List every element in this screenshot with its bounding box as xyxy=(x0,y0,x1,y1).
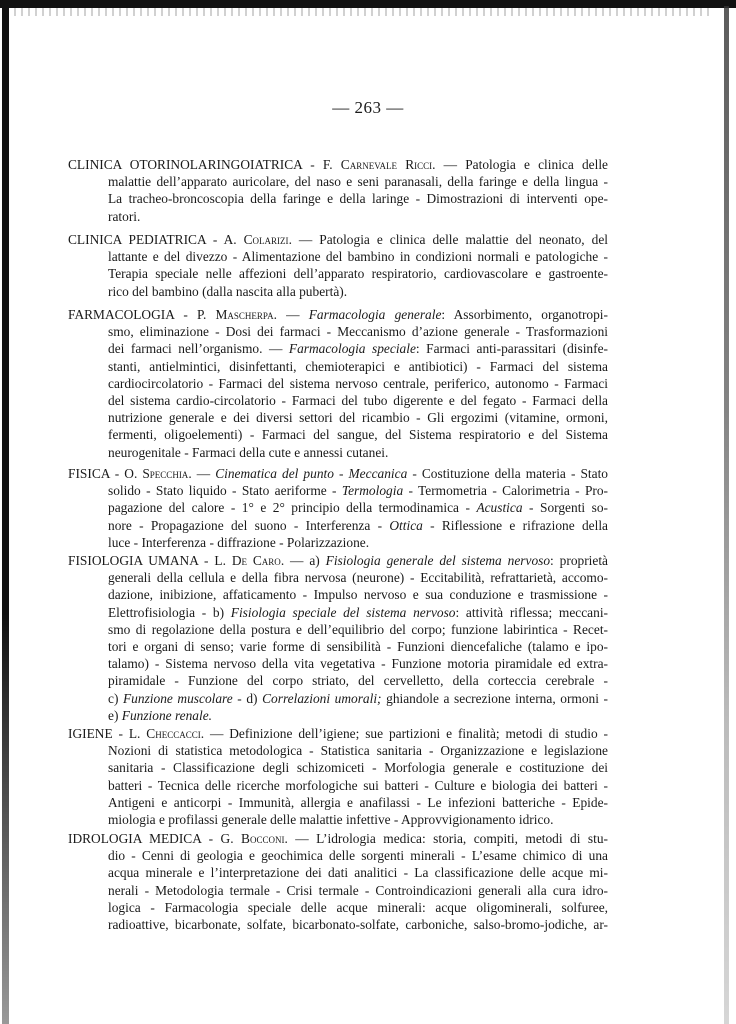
text-segment: stanti, antielmintici, disinfettanti, chemioterapici e antibiotici) - Farmaci del sistema xyxy=(108,358,608,374)
text-segment: c) xyxy=(108,690,123,706)
scan-border-top xyxy=(0,0,736,8)
text-segment: dio - Cenni di geologia e geochimica delle sorgenti minerali - L’esame chimico di una xyxy=(108,848,608,864)
text-segment: nerali - Metodologia termale - Crisi termale - Controindicazioni generali alla cura idro- xyxy=(108,882,608,898)
italic-subtopic: Termologia xyxy=(341,483,404,499)
text-segment: radioattive, bicarbonate, solfate, bicarbonato-solfate, carboniche, salso-bromo-jodiche, ar- xyxy=(108,916,608,932)
text-segment: . — a) xyxy=(280,553,326,568)
text-segment: nore - Propagazione del suono - Interferenza - xyxy=(108,517,390,533)
italic-subtopic: Funzione muscolare xyxy=(123,690,233,706)
entry-text-line xyxy=(108,265,608,282)
entry-text-line xyxy=(108,248,608,265)
text-segment: lattante e del divezzo - Alimentazione del bambino in condizioni normali e patologiche - xyxy=(108,249,608,265)
text-segment: Nozioni di statistica metodologica - Statistica sanitaria - Organizzazione e legislazione xyxy=(108,743,608,759)
text-segment: logica - Farmacologia speciale delle acque minerali: acque oligominerali, solfuree, xyxy=(108,899,608,915)
text-segment: ghiandole a secrezione interna, ormoni - xyxy=(381,690,608,706)
entry-text-line xyxy=(108,340,608,357)
entry-text-line xyxy=(108,864,608,881)
text-segment: IGIENE - L. xyxy=(68,726,147,741)
entry-idrologia-medica xyxy=(68,830,608,933)
text-segment: talamo) - Sistema nervoso della vita vegetativa - Funzione motoria piramidale ed extra- xyxy=(108,656,608,672)
entry-heading-line xyxy=(68,231,608,248)
italic-subtopic: Fisiologia speciale del sistema nervoso xyxy=(230,604,456,620)
text-segment: IDROLOGIA MEDICA - G. xyxy=(68,831,242,846)
author-name: Checcacci xyxy=(146,726,201,741)
text-segment: Terapia speciale nelle affezioni dell’apparato respiratorio, cardiovascolare e gastroente- xyxy=(108,266,608,282)
entry-text-line xyxy=(108,690,608,707)
text-segment: dazione, inibizione, affaticamento - Impulso nervoso e sua conduzione e trasmissione - xyxy=(108,587,608,603)
entry-text-line xyxy=(108,586,608,603)
text-segment: La tracheo-broncoscopia della faringe e della laringe - Dimostrazioni di interventi ope- xyxy=(108,191,608,207)
entry-text-line xyxy=(108,655,608,672)
scan-border-right xyxy=(724,6,729,1024)
text-segment: : Farmaci anti-parassitari (disinfe- xyxy=(415,341,608,357)
text-segment: CLINICA OTORINOLARINGOIATRICA - F. xyxy=(68,157,341,172)
text-segment: - d) xyxy=(232,690,263,706)
text-segment: e) xyxy=(108,707,122,723)
text-segment: FISIOLOGIA UMANA - L. xyxy=(68,553,232,568)
text-segment: luce - Interferenza - diffrazione - Polarizzazione. xyxy=(108,534,370,550)
page-number: — 263 — xyxy=(332,98,404,117)
text-segment: . — Patologia e clinica delle xyxy=(432,157,608,172)
italic-subtopic: Fisiologia generale del sistema nervoso xyxy=(325,553,551,568)
text-segment: dei farmaci nell’organismo. — xyxy=(108,341,289,357)
text-segment: FARMACOLOGIA - P. xyxy=(68,307,216,322)
author-name: Specchia xyxy=(142,466,189,481)
text-segment: Elettrofisiologia - b) xyxy=(108,604,231,620)
entry-text-line xyxy=(108,358,608,375)
entry-fisiologia-umana xyxy=(68,552,608,724)
entry-clinica-pediatrica xyxy=(68,231,608,300)
entry-farmacologia xyxy=(68,306,608,461)
italic-subtopic: Acustica xyxy=(476,500,523,516)
entry-text-line xyxy=(108,444,608,461)
entry-text-line xyxy=(108,882,608,899)
entry-text-line xyxy=(108,638,608,655)
entry-text-line xyxy=(108,173,608,190)
entry-text-line xyxy=(108,283,608,300)
text-segment: sanitaria - Classificazione degli schizomiceti - Morfologia generale e costituzione dei xyxy=(108,760,608,776)
entry-clinica-otorinolaringoiatrica xyxy=(68,156,608,225)
entry-text-line xyxy=(108,482,608,499)
text-segment: - Costituzione della materia - Stato xyxy=(407,466,608,481)
italic-subtopic: Funzione renale. xyxy=(121,707,213,723)
entry-text-line xyxy=(108,208,608,225)
author-name: Colarizi xyxy=(243,232,289,247)
text-segment: . — xyxy=(188,466,216,481)
italic-subtopic: Farmacologia generale xyxy=(308,307,442,322)
entry-text-line xyxy=(108,426,608,443)
entry-text-line xyxy=(108,672,608,689)
entry-heading-line xyxy=(68,465,608,482)
text-segment: FISICA - O. xyxy=(68,466,143,481)
text-segment: nutrizione generale e dei diversi settori del ricambio - Gli ergozimi (vitamine, ormoni, xyxy=(108,410,608,426)
text-segment: ratori. xyxy=(108,208,141,224)
italic-subtopic: Ottica xyxy=(389,517,423,533)
text-segment: rico del bambino (dalla nascita alla pubertà). xyxy=(108,283,348,299)
entry-text-line xyxy=(108,534,608,551)
text-segment: miologia e profilassi generale delle malattie infettive - Approvvigionamento idrico. xyxy=(108,811,554,827)
text-segment: - Termometria - Calorimetria - Pro- xyxy=(403,483,608,499)
entry-heading-line xyxy=(68,306,608,323)
author-name: De Caro xyxy=(231,553,281,568)
text-segment: acqua minerale e l’interpretazione dei dati analitici - La classificazione delle acque mi- xyxy=(108,865,608,881)
italic-subtopic: Cinematica del punto - Meccanica xyxy=(215,466,408,481)
entry-text-line xyxy=(108,409,608,426)
text-segment: : attività riflessa; meccani- xyxy=(455,604,608,620)
author-name: Bocconi xyxy=(241,831,285,846)
entry-text-line xyxy=(108,847,608,864)
italic-subtopic: Correlazioni umorali; xyxy=(262,690,382,706)
text-segment: neurogenitale - Farmaci della cute e annessi cutanei. xyxy=(108,444,389,460)
text-segment: . — Patologia e clinica delle malattie del neonato, del xyxy=(288,232,608,247)
text-segment: - Riflessione e rifrazione della xyxy=(422,517,608,533)
italic-subtopic: Farmacologia speciale xyxy=(288,341,416,357)
entry-text-line xyxy=(108,604,608,621)
text-segment: . — Definizione dell’igiene; sue partizioni e finalità; metodi di studio - xyxy=(200,726,608,741)
entry-text-line xyxy=(108,916,608,933)
text-segment: generali della cellula e della fibra nervosa (neurone) - Eccitabilità, refrattarietà, accomo- xyxy=(108,570,608,586)
entry-text-line xyxy=(108,621,608,638)
text-segment: - Sorgenti so- xyxy=(522,500,608,516)
entry-text-line xyxy=(108,499,608,516)
entry-fisica xyxy=(68,465,608,551)
text-segment: solido - Stato liquido - Stato aeriforme - xyxy=(108,483,342,499)
scan-noise-top xyxy=(14,8,714,16)
entry-text-line xyxy=(108,375,608,392)
entry-text-line xyxy=(108,569,608,586)
entry-text-line xyxy=(108,742,608,759)
entry-text-line xyxy=(108,392,608,409)
author-name: Carnevale Ricci xyxy=(340,157,433,172)
entry-text-line xyxy=(108,323,608,340)
text-segment: pagazione del calore - 1° e 2° principio della termodinamica - xyxy=(108,500,477,516)
text-segment: : Assorbimento, organotropi- xyxy=(441,307,608,322)
author-name: Mascherpa xyxy=(215,307,274,322)
entry-text-line xyxy=(108,517,608,534)
text-segment: malattie dell’apparato auricolare, del naso e seni paranasali, della faringe e della lingua - xyxy=(108,174,608,190)
entry-heading-line xyxy=(68,552,608,569)
text-segment: tori e organi di senso; varie forme di sensibilità - Funzioni diencefaliche (talamo e ipo- xyxy=(108,638,608,654)
text-segment: CLINICA PEDIATRICA - A. xyxy=(68,232,244,247)
entry-heading-line xyxy=(68,725,608,742)
text-segment: smo, eliminazione - Dosi dei farmaci - Meccanismo d’azione generale - Trasformazioni xyxy=(108,324,608,340)
entry-heading-line xyxy=(68,156,608,173)
text-segment: del sistema cardio-circolatorio - Farmaci del tubo digerente e del fegato - Farmaci della xyxy=(108,392,608,408)
text-segment: fermenti, oligoelementi) - Farmaci del sangue, del Sistema respiratorio e del Sistema xyxy=(108,427,608,443)
entry-text-line xyxy=(108,777,608,794)
text-segment: cardiocircolatorio - Farmaci del sistema nervoso centrale, periferico, autonomo - Farmaci xyxy=(108,375,608,391)
text-segment: Antigeni e anticorpi - Immunità, allergia e anafilassi - Le infezioni batteriche - Epide- xyxy=(108,794,608,810)
text-segment: . — xyxy=(273,307,309,322)
entry-text-line xyxy=(108,811,608,828)
entry-igiene xyxy=(68,725,608,828)
text-segment: : proprietà xyxy=(550,553,608,568)
text-segment: . — L’idrologia medica: storia, compiti, metodi di stu- xyxy=(284,831,608,846)
text-segment: smo di regolazione della postura e dell’equilibrio del corpo; funzione labirintica - Recet- xyxy=(108,621,608,637)
entry-text-line xyxy=(108,707,608,724)
scan-border-left xyxy=(2,0,9,1024)
entry-text-line xyxy=(108,759,608,776)
entry-heading-line xyxy=(68,830,608,847)
text-segment: batteri - Tecnica delle ricerche morfologiche sui batteri - Culture e biologia dei batteri - xyxy=(108,777,608,793)
entry-text-line xyxy=(108,899,608,916)
entry-text-line xyxy=(108,190,608,207)
entry-text-line xyxy=(108,794,608,811)
text-segment: piramidale - Funzione del corpo striato, del cervelletto, della corteccia cerebrale - xyxy=(108,673,608,689)
